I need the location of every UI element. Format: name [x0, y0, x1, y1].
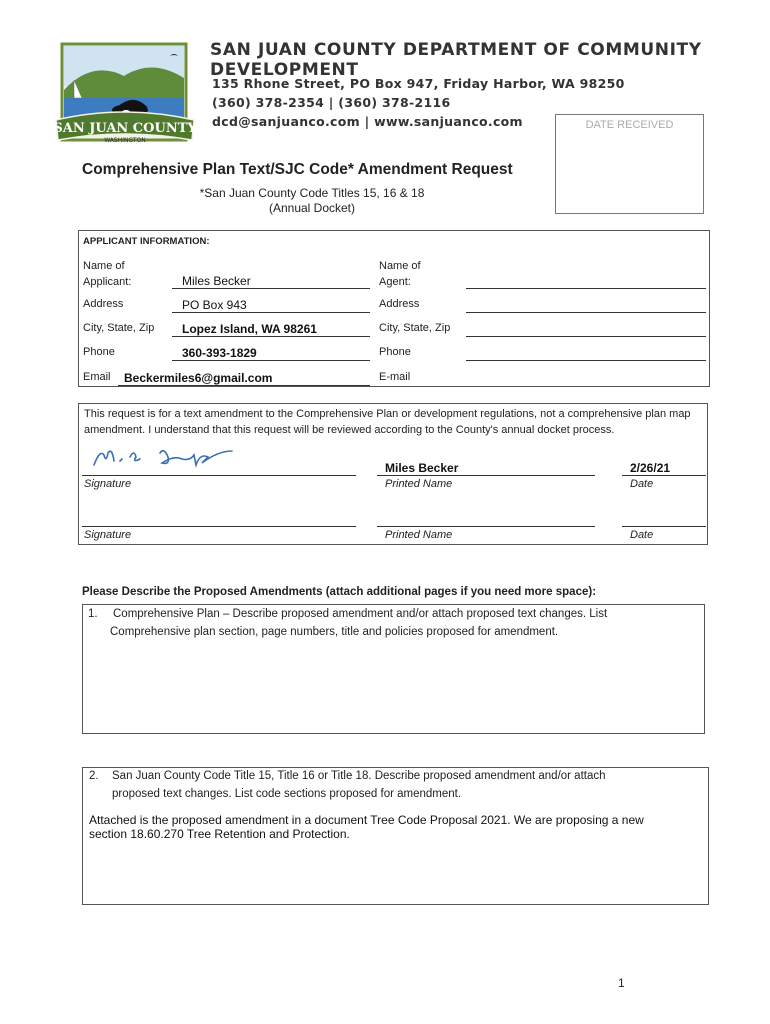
- agent-name-label-line1: Name of: [379, 260, 421, 272]
- printed-name-label-2: Printed Name: [385, 529, 453, 541]
- agent-city-label: City, State, Zip: [379, 322, 451, 334]
- agent-address-label: Address: [379, 298, 420, 310]
- amendment-item-2-response-line2[interactable]: section 18.60.270 Tree Retention and Protection.: [89, 827, 350, 841]
- applicant-address-field[interactable]: PO Box 943: [182, 298, 247, 312]
- date-received-box: [555, 114, 704, 214]
- amendment-item-1-number: 1.: [88, 608, 98, 620]
- form-title: Comprehensive Plan Text/SJC Code* Amendment Request: [82, 161, 513, 178]
- department-contact: dcd@sanjuanco.com | www.sanjuanco.com: [212, 114, 523, 129]
- agent-name-label: [379, 258, 421, 290]
- applicant-name-label: [83, 258, 131, 290]
- applicant-phone-field[interactable]: 360-393-1829: [182, 346, 257, 360]
- amendment-item-2-text-line2: proposed text changes. List code sections proposed for amendment.: [112, 788, 462, 800]
- page-number: 1: [618, 976, 625, 990]
- date-label-1: Date: [630, 478, 654, 490]
- applicant-city-label: City, State, Zip: [83, 322, 155, 334]
- date-label-2: Date: [630, 529, 654, 541]
- applicant-name-field[interactable]: Miles Becker: [182, 274, 251, 288]
- acknowledgement-text: This request is for a text amendment to the Comprehensive Plan or development regulations, not a comprehensive plan map amendment. I understand that this request will be reviewed according to the County's annual docket process.: [84, 408, 691, 436]
- applicant-section-label: APPLICANT INFORMATION:: [83, 236, 210, 247]
- amendment-item-1-text-line2: Comprehensive plan section, page numbers, title and policies proposed for amendment.: [110, 626, 559, 638]
- applicant-name-label-line1: Name of: [83, 260, 125, 272]
- amendment-item-2-response-line1[interactable]: Attached is the proposed amendment in a document Tree Code Proposal 2021. We are proposing a new: [89, 813, 644, 827]
- applicant-email-label: Email: [83, 371, 111, 383]
- amendment-item-1-text-line1: Comprehensive Plan – Describe proposed amendment and/or attach proposed text changes. List: [113, 608, 608, 620]
- agent-name-label-line2: Agent:: [379, 276, 411, 288]
- logo-text-sub: WASHINGTON: [104, 137, 146, 144]
- amendments-heading: Please Describe the Proposed Amendments (attach additional pages if you need more space):: [82, 586, 597, 598]
- signature-label-2: Signature: [84, 529, 132, 541]
- applicant-name-label-line2: Applicant:: [83, 276, 132, 288]
- date-received-label: DATE RECEIVED: [585, 119, 674, 131]
- department-phones: (360) 378-2354 | (360) 378-2116: [212, 95, 451, 110]
- signature-label-1: Signature: [84, 478, 132, 490]
- printed-name-field-1[interactable]: Miles Becker: [385, 461, 459, 475]
- amendment-item-1-box[interactable]: [82, 604, 705, 734]
- logo-text-main: SAN JUAN COUNTY: [53, 121, 197, 136]
- department-address: 135 Rhone Street, PO Box 947, Friday Harbor, WA 98250: [212, 76, 625, 91]
- applicant-signature-image: [90, 443, 240, 473]
- department-name: SAN JUAN COUNTY DEPARTMENT OF COMMUNITY DEVELOPMENT: [210, 40, 702, 80]
- agent-email-label: E-mail: [379, 371, 411, 383]
- applicant-phone-label: Phone: [83, 346, 115, 358]
- applicant-address-label: Address: [83, 298, 124, 310]
- form-subtitle-1: *San Juan County Code Titles 15, 16 & 18: [199, 186, 425, 200]
- applicant-email-field[interactable]: Beckermiles6@gmail.com: [124, 371, 273, 385]
- amendment-item-2-text-line1: San Juan County Code Title 15, Title 16 or Title 18. Describe proposed amendment and/or attach: [112, 770, 606, 782]
- date-field-1[interactable]: 2/26/21: [630, 461, 671, 475]
- agent-phone-label: Phone: [379, 346, 411, 358]
- county-logo: [52, 42, 198, 152]
- applicant-city-field[interactable]: Lopez Island, WA 98261: [182, 322, 317, 336]
- amendment-item-2-number: 2.: [89, 770, 99, 782]
- form-subtitle-2: (Annual Docket): [268, 201, 356, 215]
- printed-name-label-1: Printed Name: [385, 478, 453, 490]
